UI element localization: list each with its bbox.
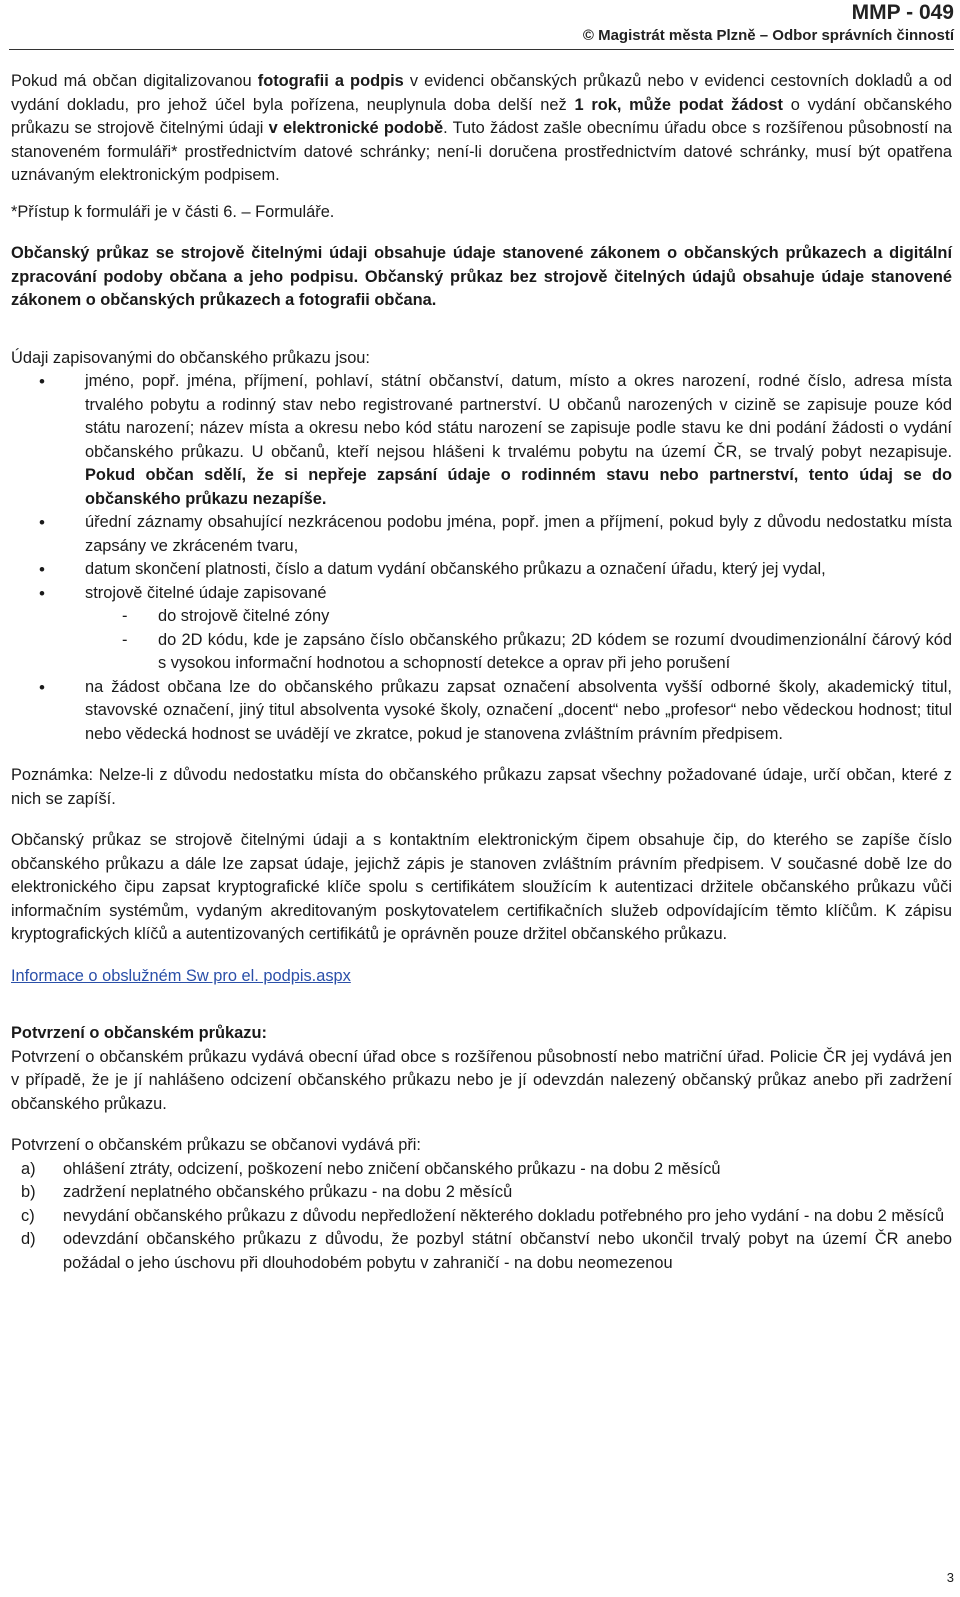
paragraph-note: Poznámka: Nelze-li z důvodu nedostatku místa do občanského průkazu zapsat všechny požadované údaje, určí občan, které z nich se zapíší. bbox=[11, 766, 952, 808]
header-divider bbox=[9, 49, 954, 50]
list-item: c) nevydání občanského průkazu z důvodu nepředložení některého dokladu potřebného pro jeho vydání - na dobu 2 měsíců bbox=[21, 1206, 945, 1225]
list-item: a) ohlášení ztráty, odcizení, poškození nebo zničení občanského průkazu - na dobu 2 měsíců bbox=[21, 1159, 721, 1178]
sw-info-link[interactable]: Informace o obslužném Sw pro el. podpis.aspx bbox=[11, 966, 351, 985]
sublist-item: - do strojově čitelné zóny bbox=[122, 607, 330, 625]
certificate-cases-list bbox=[11, 1158, 952, 1276]
paragraph-digital-request: Pokud má občan digitalizovanou fotografii a podpis v evidenci občanských průkazů nebo v evidenci cestovních dokladů a od vydání dokladu, pro jehož účel byla pořízena, neuplynula doba delší než 1 rok, může podat žádost o vydání občanského průkazu se strojově čitelnými údaji v elektronické podobě. Tuto žádost zašle obecnímu úřadu obce s rozšířenou působností na stanoveném formuláři* prostřednictvím datové schránky; není-li doručena prostřednictvím datové schránky, musí být opatřena uznávaným elektronickým podpisem. bbox=[11, 72, 953, 184]
recorded-data-list bbox=[11, 370, 952, 746]
list-item: • na žádost občana lze do občanského průkazu zapsat označení absolventa vyšší odborné školy, akademický titul, stavovské označení, jiný titul absolventa vysoké školy, označení „docent“ nebo „profesor“ nebo vědeckou hodnost; titul nebo vědecká hodnost se uvádějí ve zkratce, pokud je stanovena zvláštním právním předpisem. bbox=[11, 676, 952, 747]
list-item: • datum skončení platnosti, číslo a datum vydání občanského průkazu a označení úřadu, který jej vydal, bbox=[11, 558, 952, 582]
document-body bbox=[11, 70, 952, 1275]
list-item: b) zadržení neplatného občanského průkazu - na dobu 2 měsíců bbox=[21, 1183, 513, 1201]
section-title: Potvrzení o občanském průkazu: bbox=[11, 1024, 267, 1042]
paragraph-chip: Občanský průkaz se strojově čitelnými údaji a s kontaktním elektronickým čipem obsahuje čip, do kterého se zapíše číslo občanského průkazu a dále lze zapsat údaje, jejichž zápis je stanoven zvláštním právním předpisem. V současné době lze do elektronického čipu zapsat kryptografické klíče spolu s certifikátem sloužícím k autentizaci držitele občanského průkazu vůči informačním systémům, vydaným akreditovaným poskytovatelem certifikačních služeb odpovídajícím těmto klíčům. K zápisu kryptografických klíčů a autentizovaných certifikátů je oprávněn pouze držitel občanského průkazu. bbox=[11, 831, 952, 943]
machine-readable-sublist bbox=[85, 605, 952, 676]
document-code: MMP - 049 bbox=[851, 1, 954, 24]
organization-name: © Magistrát města Plzně – Odbor správních činností bbox=[582, 27, 954, 44]
paragraph-certificate-cases-intro: Potvrzení o občanském průkazu se občanovi vydává při: bbox=[11, 1136, 421, 1154]
sublist-item: - do 2D kódu, kde je zapsáno číslo občanského průkazu; 2D kódem se rozumí dvoudimenzionální čárový kód s vysokou informační hodnotou a schopností detekce a oprav při jeho porušení bbox=[122, 630, 952, 672]
list-item: • úřední záznamy obsahující nezkrácenou podobu jména, popř. jmen a příjmení, pokud byly z důvodu nedostatku místa zapsány ve zkráceném tvaru, bbox=[11, 511, 952, 558]
list-item: d) odevzdání občanského průkazu z důvodu, že pozbyl státní občanství nebo ukončil trvalý pobyt na území ČR anebo požádal o jeho úschovu při dlouhodobém pobytu v zahraničí - na dobu neomezenou bbox=[21, 1230, 952, 1272]
paragraph-id-contents: Občanský průkaz se strojově čitelnými údaji obsahuje údaje stanovené zákonem o občanských průkazech a digitální zpracování podoby občana a jeho podpisu. Občanský průkaz bez strojově čitelných údajů obsahuje údaje stanovené zákonem o občanských průkazech a fotografii občana. bbox=[11, 244, 952, 309]
page-number: 3 bbox=[946, 1569, 954, 1585]
link-paragraph bbox=[11, 965, 952, 989]
paragraph-certificate-issuer: Potvrzení o občanském průkazu vydává obecní úřad obce s rozšířenou působností nebo matriční úřad. Policie ČR jej vydává jen v případě, že je jí nahlášeno odcizení občanského průkazu nebo je jí odevzdán nalezený občanský průkaz anebo při zadržení občanského průkazu. bbox=[11, 1047, 952, 1113]
list-item: • strojově čitelné údaje zapisované - do strojově čitelné zóny - do 2D kódu, kde je zapsáno číslo občanského průkazu; 2D kódem se rozumí dvoudimenzionální čárový kód s vysokou informační hodnotou a schopností detekce a oprav při jeho porušení bbox=[11, 582, 952, 676]
paragraph-form-access: *Přístup k formuláři je v části 6. – Formuláře. bbox=[11, 202, 335, 221]
list-item: • jméno, popř. jména, příjmení, pohlaví, státní občanství, datum, místo a okres narození, rodné číslo, adresa místa trvalého pobytu a rodinný stav nebo registrované partnerství. U občanů narozených v cizině se zapisuje pouze kód státu narození; název místa a okresu nebo kód státu narození se zapisuje podle stavu ke dni podání žádosti o vydání občanského průkazu. U občanů, kteří nejsou hlášeni k trvalému pobytu na území ČR, se trvalý pobyt nezapisuje. Pokud občan sdělí, že si nepřeje zapsání údaje o rodinném stavu nebo partnerství, tento údaj se do občanského průkazu nezapíše. bbox=[11, 370, 952, 511]
paragraph-recorded-data-intro: Údaji zapisovanými do občanského průkazu jsou: bbox=[11, 348, 370, 367]
page-header bbox=[583, 0, 954, 45]
